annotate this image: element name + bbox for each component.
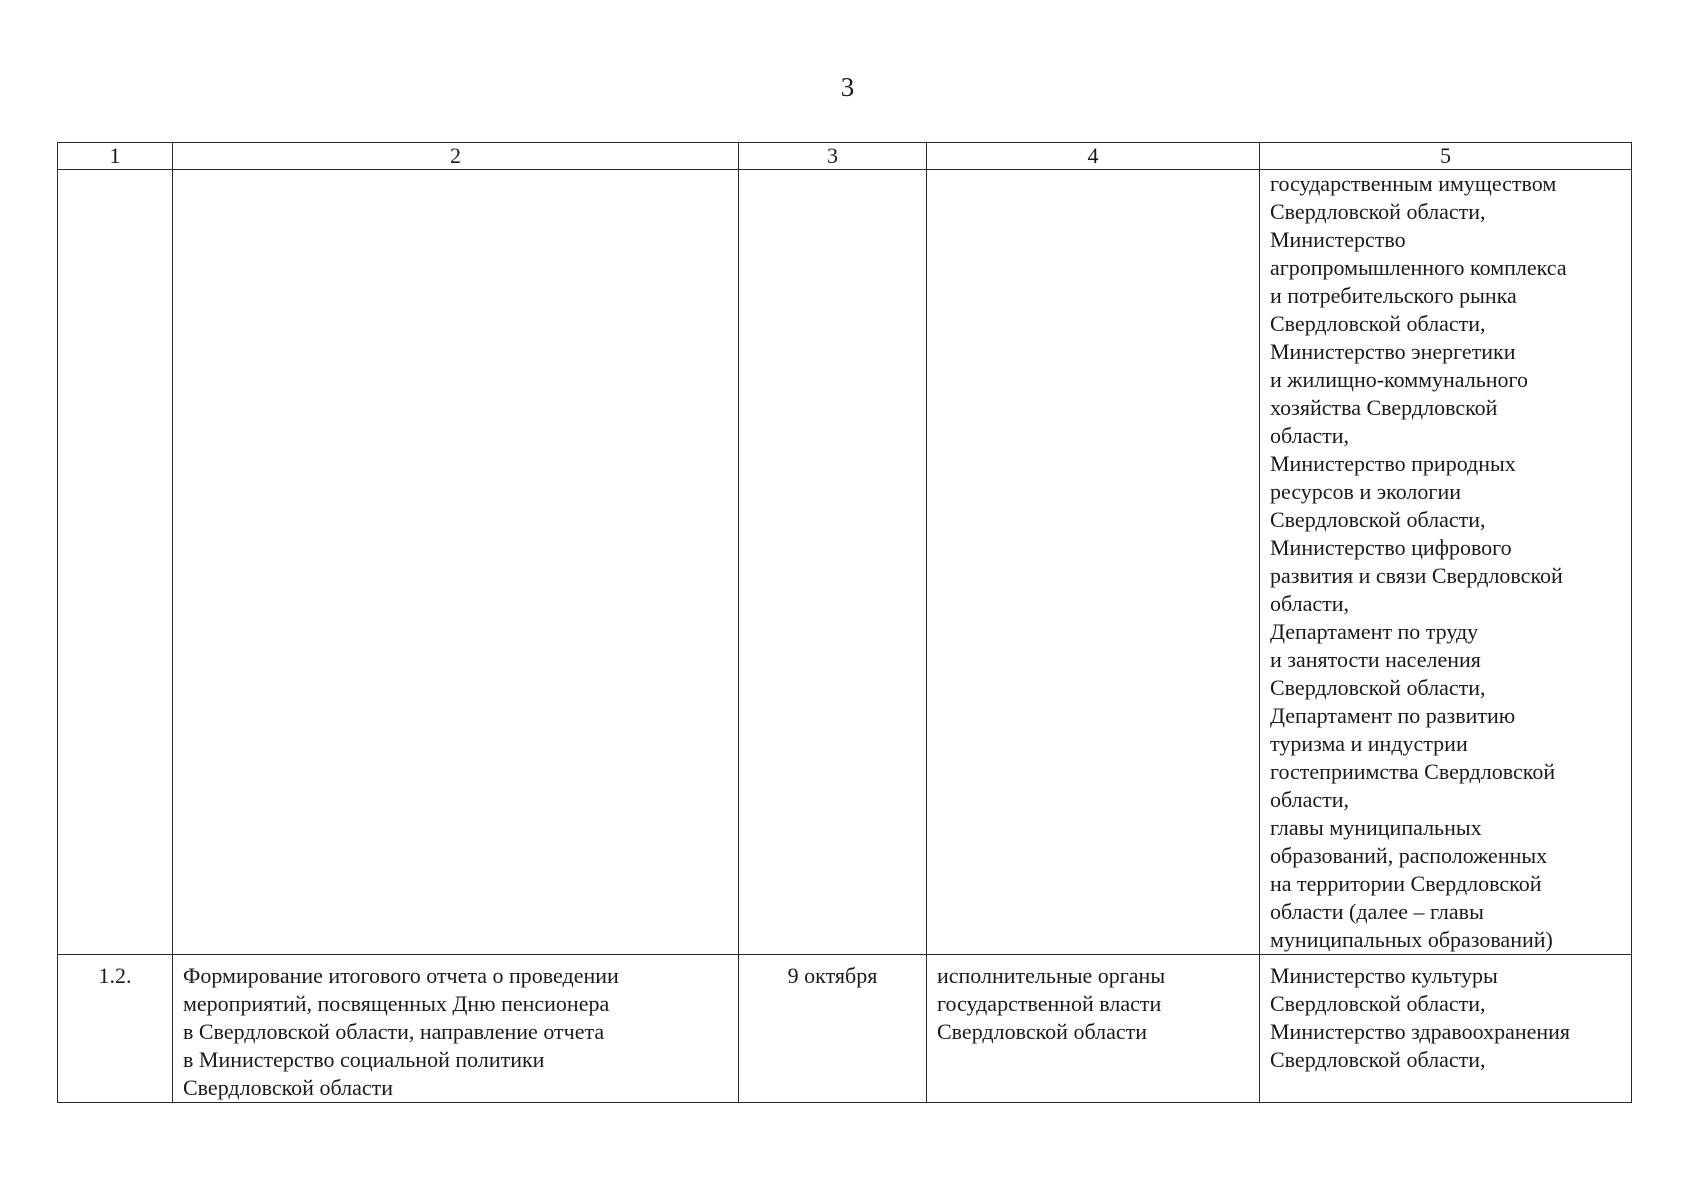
cell-line: хозяйства Свердловской [1270, 395, 1498, 420]
cell-line: в Министерство социальной политики [183, 1047, 545, 1072]
activity-cell [173, 170, 739, 955]
page-number: 3 [840, 72, 855, 102]
cell-line: на территории Свердловской [1270, 871, 1542, 896]
deadline-cell [739, 170, 927, 955]
responsible-cell [927, 955, 1260, 1103]
cell-line: Свердловской области [937, 1019, 1147, 1044]
participants-cell [1260, 170, 1632, 955]
cell-line: области, [1270, 787, 1350, 812]
cell-line: Департамент по развитию [1270, 703, 1516, 728]
table-row [58, 170, 1632, 955]
table-row [58, 955, 1632, 1103]
header-col-2: 2 [173, 143, 739, 170]
cell-line: Свердловской области, [1270, 991, 1486, 1016]
table-header-row [58, 143, 1632, 170]
cell-line: Департамент по труду [1270, 619, 1479, 644]
cell-line: Формирование итогового отчета о проведении [183, 963, 619, 988]
cell-line: Министерство природных [1270, 451, 1516, 476]
cell-line: в Свердловской области, направление отчета [183, 1019, 605, 1044]
cell-line: и жилищно-коммунального [1270, 367, 1529, 392]
cell-line: муниципальных образований) [1270, 927, 1553, 952]
cell-line: Свердловской области, [1270, 199, 1486, 224]
cell-line: главы муниципальных [1270, 815, 1482, 840]
cell-line: Свердловской области, [1270, 311, 1486, 336]
row-number-cell [58, 170, 173, 955]
responsible-cell [927, 170, 1260, 955]
header-col-3: 3 [739, 143, 927, 170]
cell-line: государственной власти [937, 991, 1162, 1016]
cell-line: области (далее – главы [1270, 899, 1484, 924]
activity-cell [173, 955, 739, 1103]
cell-line: и занятости населения [1270, 647, 1481, 672]
participants-cell [1260, 955, 1632, 1103]
cell-line: ресурсов и экологии [1270, 479, 1461, 504]
header-col-5: 5 [1260, 143, 1632, 170]
cell-line: развития и связи Свердловской [1270, 563, 1563, 588]
cell-line: гостеприимства Свердловской [1270, 759, 1556, 784]
cell-line: Свердловской области [183, 1075, 393, 1100]
row-number-cell: 1.2. [58, 955, 173, 1103]
cell-line: Свердловской области, [1270, 675, 1486, 700]
cell-line: области, [1270, 423, 1350, 448]
cell-line: Министерство здравоохранения [1270, 1019, 1571, 1044]
cell-line: образований, расположенных [1270, 843, 1548, 868]
cell-line: государственным имуществом [1270, 171, 1557, 196]
cell-line: Министерство [1270, 227, 1406, 252]
deadline-cell: 9 октября [739, 955, 927, 1103]
cell-line: Министерство культуры [1270, 963, 1498, 988]
cell-line: туризма и индустрии [1270, 731, 1468, 756]
header-col-4: 4 [927, 143, 1260, 170]
cell-line: и потребительского рынка [1270, 283, 1517, 308]
cell-line: исполнительные органы [937, 963, 1166, 988]
plan-table [57, 142, 1632, 1103]
header-col-1: 1 [58, 143, 173, 170]
cell-line: области, [1270, 591, 1350, 616]
cell-line: Министерство энергетики [1270, 339, 1516, 364]
cell-line: агропромышленного комплекса [1270, 255, 1567, 280]
cell-line: Свердловской области, [1270, 1047, 1486, 1072]
cell-line: Министерство цифрового [1270, 535, 1512, 560]
cell-line: Свердловской области, [1270, 507, 1486, 532]
cell-line: мероприятий, посвященных Дню пенсионера [183, 991, 610, 1016]
